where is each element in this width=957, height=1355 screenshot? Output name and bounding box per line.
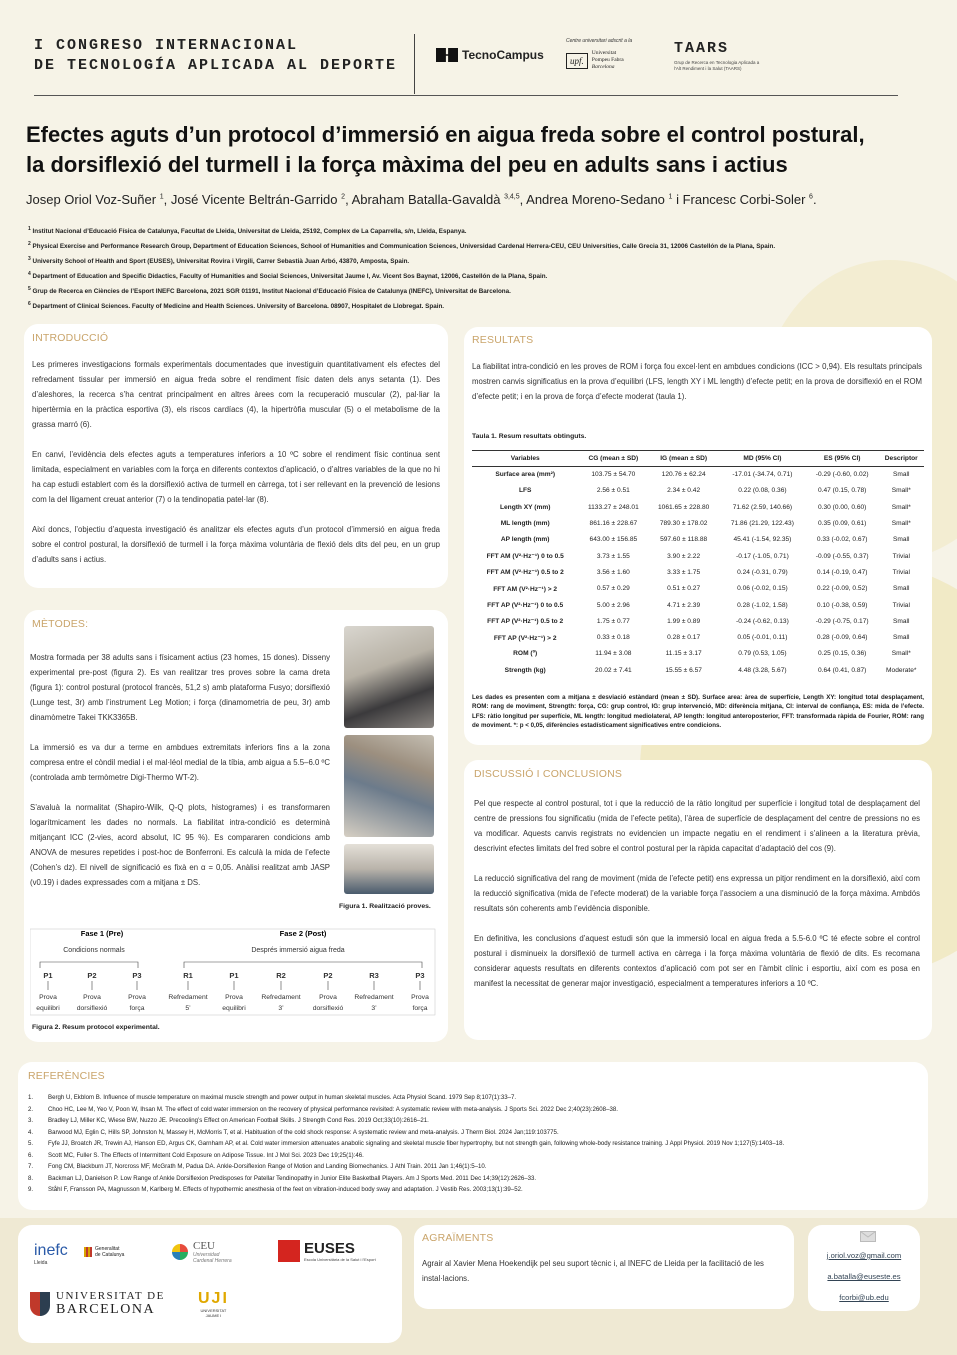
table-cell: 5.00 ± 2.96 [596,601,630,609]
table-cell: 0.14 (-0.19, 0.47) [816,568,868,576]
table-cell: 1.99 ± 0.89 [667,617,701,625]
author-name: Andrea Moreno-Sedano [526,192,665,207]
node-label: força [129,1005,145,1012]
table-cell: 2.34 ± 0.42 [667,487,701,495]
phase2-label: Fase 2 (Post) [279,929,327,938]
table-cell: 71.86 (21.29, 122.43) [730,520,794,528]
results-text: La fiabilitat intra-condició en les proves de ROM i força fou excel·lent en ambdues condicions (ICC > 0,94). Els resultats principals mostren canvis significatius en la prova d’equilibri (LFS, length XY i ML length) d’efecte petit; en la prova de dorsiflexió en el ROM d’efecte petit; i en la prova de força d’efecte moderat (taula 1). [472,362,922,401]
node-code: P2 [323,971,333,980]
affiliation [28,282,928,297]
affiliation-text: Department of Clinical Sciences. Faculty of Medicine and Health Sciences. University of Barcelona. 08907, Hospitalet de Llobregat. Spain. [32,303,445,311]
methods-title: MÈTODES: [32,618,89,630]
poster-title: Efectes aguts d’un protocol d’immersió en aigua freda sobre el control postural, la dorsiflexió del turmell i la força màxima del peu en adults sans i actius [26,122,865,177]
author-affil-sup: 6 [809,193,813,201]
author-separator: , [345,192,352,207]
affiliation [28,267,928,282]
table-cell: 0.79 (0.53, 1.05) [738,650,787,658]
node-code: R3 [369,971,379,980]
table-cell: 3.33 ± 1.75 [667,568,701,576]
node-code: P1 [229,971,239,980]
table-cell: -0.24 (-0.62, 0.13) [736,617,789,625]
table-cell: Length XY (mm) [499,503,551,511]
node-label: 3’ [278,1005,284,1012]
node-label: Prova [411,994,429,1001]
table-cell: 120.76 ± 62.24 [661,471,706,479]
table-cell: 71.62 (2.59, 140.66) [732,503,793,511]
diagram-nodes [36,971,429,1012]
protocol-diagram [30,928,436,1018]
author-affil-sup: 1 [668,193,673,201]
node-label: Refredament [168,994,208,1001]
author-separator: , [163,192,171,207]
table-cell: 597.60 ± 118.88 [660,536,708,544]
table-cell: 0.35 (0.09, 0.61) [817,520,867,528]
table-cell: 0.33 (-0.02, 0.67) [816,536,868,544]
table-row [472,515,924,531]
node-label: Refredament [354,994,394,1001]
mail-icon [860,1231,876,1242]
node-code: P1 [43,971,53,980]
affiliation-list [28,222,928,312]
table-cell: 103.75 ± 54.70 [591,471,636,479]
reference-text: Barwood MJ, Eglin C, Hills SP, Johnston N, Massey H, McMorris T, et al. Habituation of the cold shock response: A systematic review and meta-analysis. J Therm Biol. 2024 Jan;119:103775. [48,1128,559,1136]
table-cell: 4.71 ± 2.39 [667,601,701,609]
table-cell: Strength (kg) [504,666,546,674]
table-cell: FFT AP (V²·Hz⁻¹) > 2 [493,634,557,642]
reference-number: 3. [28,1117,34,1124]
table-cell: ROM (º) [513,650,538,658]
header-divider [414,34,415,94]
table-cell: 2.56 ± 0.51 [596,487,630,495]
affiliation-text: Institut Nacional d’Educació Física de Catalunya, Facultat de Lleida, Universitat de Lleida, 25192, Complex de La Caparrella, s/n, Lleida, Espanya. [32,228,467,236]
affiliation-number: 3 [28,256,31,262]
ub-shield-icon [30,1292,50,1316]
table-note: Les dades es presenten com a mitjana ± desviació estàndard (mean ± SD). Surface area: àrea de superfície, Length XY: longitud total desplaçament, ROM: rang de moviment, Strength: força, CG: grup control, IG: grup intervenció, MD: diferència mitjana, CI: interval de confiança, ES: mida de l’efecte. LFS: ràtio longitud per superfície, ML length: longitud mediolateral, AP length: longitud anteroposterior, FFT: transformada ràpida de Fourier, ROM: rang de moviment. *: p < 0,05, diferències estadísticament significatives entre condicions. [472,694,924,729]
table-cell: Small* [891,650,911,658]
table-row [472,564,924,580]
author-list [26,192,936,207]
table-cell: 0.24 (-0.31, 0.79) [737,568,788,576]
reference-item [28,1104,928,1116]
affiliation [28,237,928,252]
reference-item [28,1092,928,1104]
table-cell: 0.10 (-0.38, 0.59) [816,601,868,609]
table-cell: 0.22 (-0.09, 0.52) [816,585,868,593]
methods-text: Mostra formada per 38 adults sans i físicament actius (23 homes, 15 dones). Disseny experimental pre-post (figura 2). Es van realitzar tres proves sobre la cama dreta (figura 1): control postural (protocol francès, 51,2 s) amb plataforma Fusyo; dorsiflexió (Lunge test, 3r) amb l’instrument Leg Motion; i força (dinamometria de peu, 3r) amb dinamòmetre Takei TKK3365B. La immersió es va dur a terme en ambdues extremitats inferiors fins a la zona compresa entre el còndil medial i el mal·léol medial de la tíbia, amb aigua a 5.5–6.0 ºC (controlada amb termòmetre Digi-Thermo WT-2). S’avaluà la normalitat (Shapiro-Wilk, Q-Q plots, histogrames) i es transformaren logarítmicament les dades no normals. La fiabilitat intra-condició es determinà mitjançant ICC (2-vies, acord absolut, IC 95 %). Es compararen condicions amb ANOVA de mesures repetides i post-hoc de Bonferroni. Es calculà la mida de l’efecte (Cohen’s dz). El nivell de significació es fixà en α = 0,05. Anàlisi realitzat amb JASP (v0.19) i dades expressades com a mitjana ± DS. [30,653,330,887]
photo-strength-test [344,844,434,894]
author-affil-sup: 1 [159,193,164,201]
table-row [472,483,924,499]
references-title: REFERÈNCIES [28,1070,105,1082]
reference-text: Ståhl F, Fransson PA, Magnusson M, Karlberg M. Effects of hypothermic anesthesia of the feet on vibration-induced body sway and adaptation. J Vestib Res. 2003;13(1):39–52. [48,1186,523,1193]
table-cell: 0.28 (-1.02, 1.58) [737,601,788,609]
reference-text: Backman LJ, Danielson P. Low Range of Ankle Dorsiflexion Predisposes for Patellar Tendinopathy in Junior Elite Basketball Players. Am J Sports Med. 2011 Dec 14;39(12):2626–33. [48,1174,537,1182]
author-separator: . [812,192,817,207]
table-row [472,532,924,548]
node-label: equilibri [222,1005,246,1012]
results-table [472,450,924,678]
affiliation [28,252,928,267]
references-list [28,1092,928,1196]
photo-dorsiflexion-test [344,735,434,837]
upf-caption: Centre universitari adscrit a la [566,38,633,44]
reference-item [28,1150,928,1162]
ub-logo: UNIVERSITAT DE BARCELONA [30,1290,165,1318]
intro-text: Les primeres investigacions formals experimentals documentades que investiguin quantitativament els efectes del refredament tissular per immersió en aigua freda sobre el rendiment físic daten dels anys setanta (1). Des d’aleshores, la recerca s’ha centrat principalment en altres àrees com la recuperació muscular (2), pal·liar la hipertèrmia en la pràctica esportiva (3), els riscos cardíacs (4), la hipertròfia muscular (5) o el metabolisme de la grassa marró (6). En canvi, l’evidència dels efectes aguts a temperatures inferiors a 10 ºC sobre el rendiment físic continua sent limitada, especialment en variables com la força en diferents contextos d’aplicació, o d’altres variables de la que no hi ha cap estudi establert com és la dorsiflexió activa de turmell en càrrega, tot i ser rellevant en la prevenció de lesions com la del lligament creuat anterior (7) o la tendinopatia patel·lar (8). Així doncs, l’objectiu d’aquesta investigació és analitzar els efectes aguts d’un protocol d’immersió en aigua freda sobre el control postural, la dorsiflexió de turmell i la força màxima voluntària de flexió dels dits del peu, en un grup d’adults sans i actius. [32,360,440,564]
node-code: P3 [415,971,425,980]
table-cell: 11.94 ± 3.08 [595,650,632,658]
discussion-title: DISCUSSIÓ I CONCLUSIONS [474,768,623,780]
node-label: Prova [225,994,243,1001]
table-cell: Surface area (mm²) [495,471,556,479]
reference-number: 8. [28,1174,34,1182]
results-title: RESULTATS [472,334,534,346]
reference-number: 4. [28,1128,34,1136]
table-cell: 3.56 ± 1.60 [596,568,630,576]
table-cell: Small [893,585,910,593]
author-name: Abraham Batalla-Gavaldà [351,192,501,207]
table-cell: 0.28 (-0.09, 0.64) [816,634,868,642]
affiliation-text: Grup de Recerca en Ciències de l’Esport INEFC Barcelona, 2021 SGR 01191, Institut Nacional d’Educació Física de Catalunya (INEFC), Universitat de Barcelona. [32,288,511,296]
table1-caption: Taula 1. Resum resultats obtinguts. [472,433,587,440]
reference-item [28,1127,928,1139]
author-affil-sup: 2 [341,193,346,201]
table-cell: 861.16 ± 228.67 [589,520,638,528]
email-link-1[interactable]: j.oriol.voz@gmail.com [826,1251,902,1260]
affiliation-number: 4 [28,271,31,277]
ceu-icon [172,1244,188,1260]
table-cell: FFT AM (V²·Hz⁻¹) 0 to 0.5 [486,553,564,561]
table-cell: AP length (mm) [500,536,550,544]
phase2-bracket [184,962,422,968]
table-cell: 0.06 (-0.02, 0.15) [737,585,788,593]
affiliation [28,297,928,312]
reference-item [28,1138,928,1150]
node-label: 3’ [371,1005,377,1012]
reference-item [28,1115,928,1127]
table-cell: 1061.65 ± 228.80 [658,503,710,511]
table-cell: Trivial [892,601,910,609]
phase1-label: Fase 1 (Pre) [80,929,124,938]
table-row [472,548,924,564]
node-code: R2 [276,971,286,980]
table-cell: FFT AP (V²·Hz⁻¹) 0.5 to 2 [487,618,564,626]
reference-number: 7. [28,1163,34,1170]
generalitat-flag-icon [84,1247,92,1257]
table-cell: FFT AP (V²·Hz⁻¹) 0 to 0.5 [487,602,564,610]
table-cell: -0.17 (-1.05, 0.71) [736,552,789,560]
table-cell: -0.29 (-0.75, 0.17) [815,617,869,625]
table-row [472,597,924,613]
table-cell: FFT AM (V²·Hz⁻¹) > 2 [493,585,558,593]
node-label: Prova [83,994,101,1001]
discussion-text: Pel que respecte al control postural, tot i que la reducció de la ràtio longitud per superfície i longitud total de desplaçament del centre de pressions fou significatiu (mida de l’efecte petita), l’àrea de superfície de desplaçament del centre de pressions no es va modificar. Aquests canvis registrats no evidencien un impacte negatiu en el rendiment i s’alineen a la literatura prèvia, descrivint efectes limitats del fred sobre el control postural per la ràpida capacitat d’adaptació del cos (9). La reducció significativa del rang de moviment (mida de l’efecte petit) ens expressa un pitjor rendiment en la dorsiflexió, així com la reducció significativa (mida de l’efecte moderat) de la variable força l’associem a una disminució de la força màxima. Ambdós resultats són coherents amb l’evidència disponible. En definitiva, les conclusions d’aquest estudi són que la immersió local en aigua freda a 5.5-6.0 ºC té efecte sobre el control postural i disminueix la dorsiflexió de turmell activa en càrrega i la força màxima voluntària de flexió de dits. Es recomana considerar aquests resultats en diferents contextos d’aplicació com pot ser en l’àmbit clínic i esportiu, així com es posa en manifest la necessitat de generar major investigació, especialment a temperatures inferiors a 10 ºC. [474,799,920,988]
table-cell: Small* [891,487,911,495]
node-label: força [412,1005,428,1012]
tecnocampus-logo: TecnoCampus [436,48,544,62]
table-cell: 3.73 ± 1.55 [596,552,630,560]
node-label: dorsiflexió [76,1005,108,1012]
table-header-cell: IG (mean ± SD) [648,451,719,467]
table-cell: 20.02 ± 7.41 [595,666,632,674]
table-cell: 15.55 ± 6.57 [665,666,702,674]
node-label: 5’ [185,1005,191,1012]
table-row [472,662,924,678]
reference-text: Scott MC, Fuller S. The Effects of Intermittent Cold Exposure on Adipose Tissue. Int J Mol Sci. 2023 Dec 19;25(1):46. [48,1151,364,1159]
header-rule [34,95,898,96]
phase1-sub: Condicions normals [63,947,125,954]
node-code: P3 [132,971,142,980]
affiliation [28,222,928,237]
author-name: José Vicente Beltrán-Garrido [170,192,338,207]
author-name: Josep Oriol Voz-Suñer [26,192,157,207]
taars-logo: TAARS Grup de Recerca en Tecnologia Aplicada a l'Alt Rendiment i la Salut (TAARS) [674,40,760,71]
table-row [472,467,924,483]
ceu-logo: CEU Universidad Cardenal Herrera [172,1240,232,1264]
table-cell: -17.01 (-34.74, 0.71) [732,471,793,479]
affiliation-number: 6 [28,301,31,307]
reference-text: Fong CM, Blackburn JT, Norcross MF, McGrath M, Padua DA. Ankle-Dorsiflexion Range of Motion and Landing Biomechanics. J Athl Train. 2011 Jan 1;46(1):5–10. [48,1163,487,1170]
reference-item [28,1161,928,1173]
table-cell: 0.22 (0.08, 0.36) [738,487,787,495]
table-cell: 0.28 ± 0.17 [667,634,701,642]
reference-text: Bergh U, Ekblom B. Influence of muscle temperature on maximal muscle strength and power output in human skeletal muscles. Acta Physiol Scand. 1979 Sep 8;107(1):33–7. [48,1094,517,1101]
table-cell: 0.33 ± 0.18 [596,634,630,642]
reference-number: 6. [28,1151,34,1159]
congress-title: I CONGRESO INTERNACIONAL DE TECNOLOGÍA APLICADA AL DEPORTE [34,37,398,74]
author-name: Francesc Corbi-Soler [682,192,806,207]
table-body [472,467,924,679]
node-code: P2 [87,971,97,980]
table-header-cell: Variables [472,451,578,467]
figure1-caption: Figura 1. Realització proves. [339,903,431,910]
table-header-cell: CG (mean ± SD) [578,451,648,467]
affiliation-text: University School of Health and Sport (EUSES), Universitat Rovira i Virgili, Carrer Sebastià Juan Arbó, 43870, Amposta, Spain. [32,258,410,266]
table-header-row [472,451,924,467]
node-code: R1 [183,971,193,980]
generalitat-logo: Generalitat de Catalunya [84,1246,124,1258]
node-label: Refredament [261,994,301,1001]
table-row [472,646,924,662]
table-cell: 45.41 (-1.54, 92.35) [733,536,792,544]
tecnocampus-icon [436,48,458,62]
table-row [472,613,924,629]
node-label: Prova [39,994,57,1001]
photo-balance-test [344,626,434,728]
table-cell: 0.57 ± 0.29 [596,585,630,593]
phase2-sub: Després immersió aigua freda [251,947,345,954]
table-row [472,581,924,597]
euses-logo: EUSES Escola Universitària de la Salut i l'Esport [278,1240,376,1262]
table-cell: Small [893,471,910,479]
table-cell: 11.15 ± 3.17 [665,650,702,658]
table-cell: LFS [518,487,532,495]
euses-icon [278,1240,300,1262]
table-row [472,499,924,515]
table-cell: Small [893,536,910,544]
table-cell: 0.05 (-0.01, 0.11) [737,634,788,642]
phase1-bracket [40,962,138,968]
table-cell: 1.75 ± 0.77 [596,617,630,625]
table-cell: 0.30 (0.00, 0.60) [817,503,867,511]
reference-number: 5. [28,1140,34,1147]
author-separator: i [672,192,683,207]
node-label: equilibri [36,1005,60,1012]
affiliation-number: 5 [28,286,31,292]
table-cell: 643.00 ± 156.85 [589,536,638,544]
upf-logo: upf. Universitat Pompeu Fabra Barcelona [566,50,624,71]
inefc-logo: inefc Lleida [34,1242,68,1266]
table-cell: 3.90 ± 2.22 [667,552,701,560]
node-label: dorsiflexió [312,1005,344,1012]
affiliation-number: 2 [28,241,31,247]
reference-item [28,1184,928,1196]
table-cell: Small* [891,503,911,511]
table-cell: 0.51 ± 0.27 [667,585,701,593]
table-cell: 4.48 (3.28, 5.67) [738,666,787,674]
table-header-cell: ES (95% CI) [806,451,879,467]
author-separator: , [519,192,527,207]
reference-text: Fyfe JJ, Broatch JR, Trewin AJ, Hanson ED, Argus CK, Garnham AP, et al. Cold water immersion attenuates anabolic signaling and skeletal muscle fiber hypertrophy, but not strength gain, following whole-body resistance training. J Appl Physiol. 2019 Nov 1;127(5):1403–18. [48,1140,785,1147]
reference-text: Choo HC, Lee M, Yeo V, Poon W, Ihsan M. The effect of cold water immersion on the recovery of physical performance revisited: A systematic review with meta-analysis. J Sports Sci. 2022 Dec 2;40(23):2608–38. [48,1105,618,1113]
affiliation-text: Physical Exercise and Performance Research Group, Department of Education Sciences, School of Humanities and Communication Sciences, Universidad Cardenal Herrera-CEU, CEU Universities, Calle Grecia 31, 12006 Castellón de la Plana, Spain. [32,243,776,251]
table-header-cell: Descriptor [879,451,924,467]
table-cell: ML length (mm) [500,520,550,528]
reference-text: Bradley LJ, Miller KC, Wiese BW, Nuzzo JE. Precooling’s Effect on American Football Skills. J Strength Cond Res. 2019 Oct;33(10):2616–21. [48,1117,429,1124]
table-cell: 0.25 (0.15, 0.36) [817,650,867,658]
table-cell: 1133.27 ± 248.01 [587,503,639,511]
thanks-text: Agrair al Xavier Mena Hoekendijk pel seu suport tècnic i, al INEFC de Lleida per la facilitació de les instal·lacions. [422,1259,764,1283]
table-cell: 0.64 (0.41, 0.87) [817,666,867,674]
table-header-cell: MD (95% CI) [719,451,806,467]
intro-title: INTRODUCCIÓ [32,332,109,344]
node-label: Prova [128,994,146,1001]
reference-number: 1. [28,1094,34,1101]
email-link-2[interactable]: a.batalla@euseste.es [827,1272,901,1281]
table-cell: 789.30 ± 178.02 [659,520,708,528]
uji-logo: UJI UNIVERSITAT JAUME I [198,1290,229,1318]
figure2-caption: Figura 2. Resum protocol experimental. [32,1024,160,1031]
affiliation-text: Department of Education and Specific Didactics, Faculty of Humanities and Social Sciences, Universitat Jaume I, Av. Vicent Sos Baynat, 12006, Castellón de la Plana, Spain. [32,273,548,281]
author-affil-sup: 3,4,5 [504,193,520,201]
reference-item [28,1173,928,1185]
table-cell: FFT AM (V²·Hz⁻¹) 0.5 to 2 [486,569,564,577]
table-cell: Small [893,617,910,625]
reference-number: 9. [28,1186,34,1193]
table-cell: Small* [891,520,911,528]
email-link-3[interactable]: fcorbi@ub.edu [839,1293,889,1302]
table-row [472,629,924,645]
thanks-title: AGRAÏMENTS [422,1232,494,1244]
table-cell: -0.09 (-0.55, 0.37) [815,552,869,560]
table-cell: Moderate* [886,666,917,674]
table-cell: Trivial [892,552,910,560]
reference-number: 2. [28,1105,34,1113]
table-cell: Trivial [892,568,910,576]
node-label: Prova [319,994,337,1001]
affiliation-number: 1 [28,226,31,232]
table-cell: -0.29 (-0.60, 0.02) [815,471,869,479]
table-cell: Small [893,634,910,642]
table-cell: 0.47 (0.15, 0.78) [817,487,867,495]
